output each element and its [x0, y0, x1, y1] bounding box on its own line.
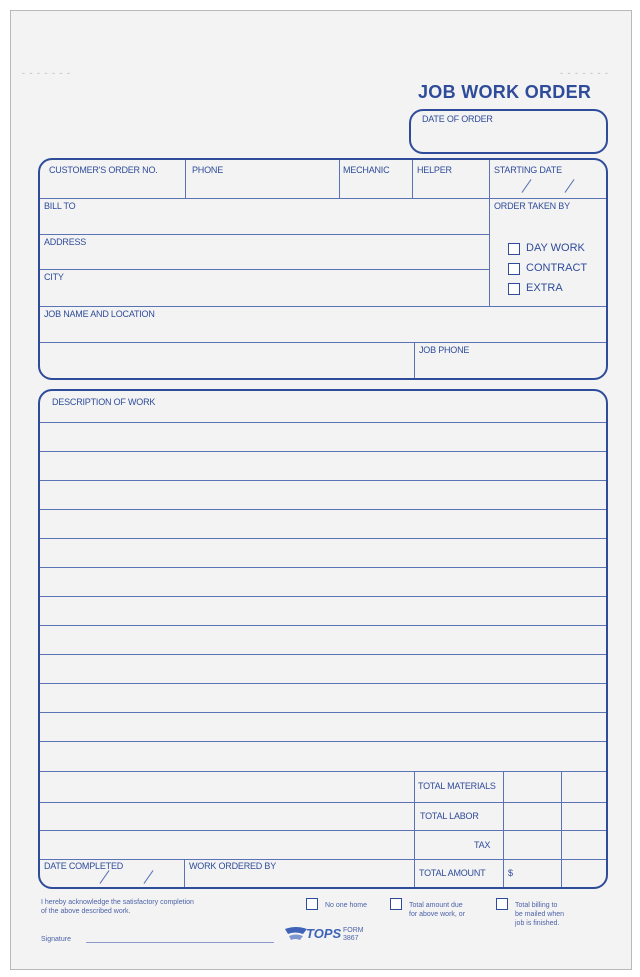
acknowledgement-line-2: of the above described work. [41, 908, 131, 915]
footer-divider [184, 859, 185, 887]
signature-line[interactable] [86, 942, 274, 943]
work-line [40, 596, 606, 597]
row-divider [40, 269, 490, 270]
customers-order-no-label: CUSTOMER'S ORDER NO. [49, 165, 158, 175]
city-label: CITY [44, 272, 64, 282]
work-ordered-by-label: WORK ORDERED BY [189, 861, 277, 871]
contract-checkbox[interactable] [508, 263, 520, 275]
row-divider [40, 306, 606, 307]
totals-divider [414, 771, 415, 887]
billing-mailed-checkbox[interactable] [496, 898, 508, 910]
order-taken-by-label: ORDER TAKEN BY [494, 201, 570, 211]
billing-mailed-label-2: be mailed when [515, 911, 565, 918]
billing-mailed-label-3: job is finished. [515, 920, 560, 927]
work-line [40, 509, 606, 510]
amount-due-checkbox[interactable] [390, 898, 402, 910]
address-label: ADDRESS [44, 237, 87, 247]
starting-date-label: STARTING DATE [494, 165, 562, 175]
work-line [40, 625, 606, 626]
form-title: JOB WORK ORDER [418, 82, 592, 102]
phone-label: PHONE [192, 165, 224, 175]
col-divider [339, 160, 340, 198]
helper-label: HELPER [417, 165, 452, 175]
extra-label: EXTRA [526, 282, 563, 294]
work-line [40, 480, 606, 481]
col-divider [412, 160, 413, 198]
tax-label: TAX [474, 840, 491, 850]
totals-divider [503, 771, 504, 887]
work-line [40, 712, 606, 713]
col-divider [185, 160, 186, 198]
col-divider [414, 342, 415, 378]
acknowledgement-line-1: I hereby acknowledge the satisfactory completion [41, 899, 194, 906]
work-line [40, 538, 606, 539]
total-materials-label: TOTAL MATERIALS [418, 781, 496, 791]
currency-symbol: $ [508, 868, 513, 878]
amount-due-label-2: for above work, or [409, 911, 466, 918]
row-divider [40, 198, 606, 199]
contract-label: CONTRACT [526, 262, 588, 274]
description-of-work-box [38, 389, 608, 889]
date-of-order-label: DATE OF ORDER [422, 114, 493, 124]
day-work-label: DAY WORK [526, 242, 585, 254]
day-work-checkbox[interactable] [508, 243, 520, 255]
description-of-work-label: DESCRIPTION OF WORK [52, 397, 156, 407]
job-name-location-label: JOB NAME AND LOCATION [44, 309, 155, 319]
billing-mailed-label-1: Total billing to [515, 902, 558, 909]
perforation-left: - - - - - - - [22, 68, 71, 78]
extra-checkbox[interactable] [508, 283, 520, 295]
row-divider [40, 342, 606, 343]
perforation-right: - - - - - - - [560, 68, 609, 78]
no-one-home-checkbox[interactable] [306, 898, 318, 910]
amount-due-label-1: Total amount due [409, 902, 463, 909]
no-one-home-label: No one home [325, 902, 368, 909]
work-line [40, 422, 606, 423]
work-line [40, 654, 606, 655]
work-line [40, 567, 606, 568]
work-line [40, 741, 606, 742]
signature-label: Signature [41, 936, 71, 943]
work-line [40, 859, 606, 860]
work-line [40, 771, 606, 772]
date-completed-label: DATE COMPLETED [44, 861, 124, 871]
form-number: 3867 [343, 935, 359, 942]
total-amount-label: TOTAL AMOUNT [419, 868, 486, 878]
job-phone-label: JOB PHONE [419, 345, 470, 355]
bill-to-label: BILL TO [44, 201, 76, 211]
total-labor-label: TOTAL LABOR [420, 811, 479, 821]
work-line [40, 802, 606, 803]
work-line [40, 683, 606, 684]
row-divider [40, 234, 490, 235]
mechanic-label: MECHANIC [343, 165, 390, 175]
work-line [40, 830, 606, 831]
form-label: FORM [343, 927, 364, 934]
col-divider [489, 160, 490, 306]
work-line [40, 451, 606, 452]
tops-brand: TOPS [306, 926, 342, 941]
totals-divider [561, 771, 562, 887]
